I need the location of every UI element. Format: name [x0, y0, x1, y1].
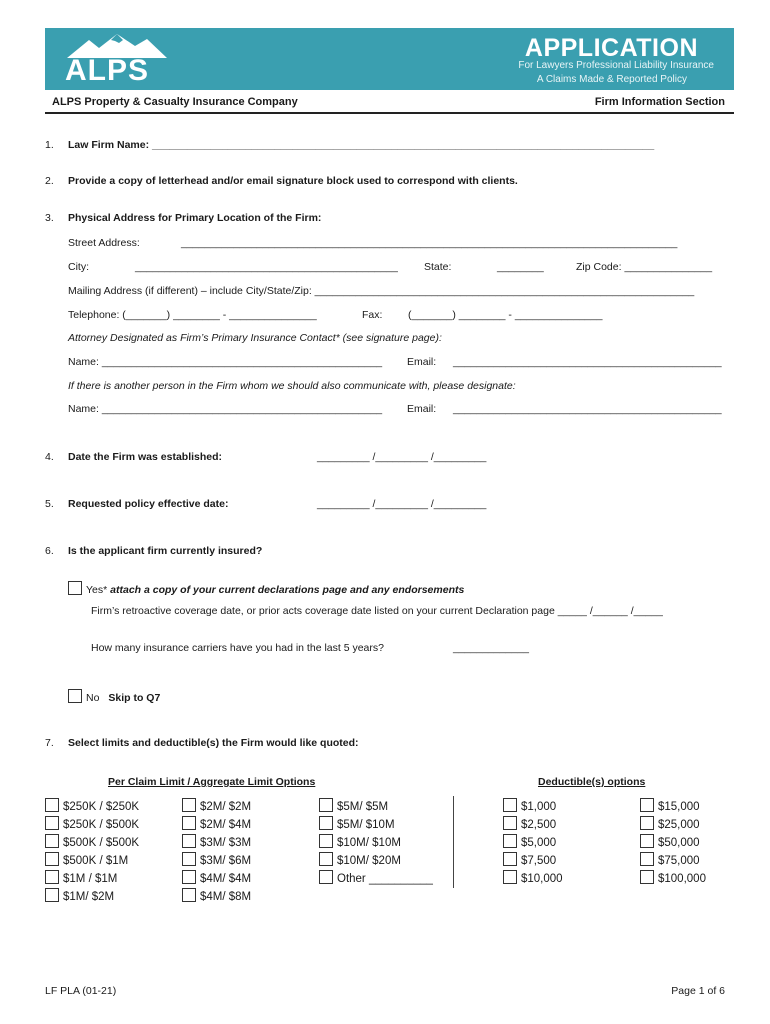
option-row — [319, 852, 401, 867]
q1-number: 1. — [45, 139, 54, 151]
option-label: $5M/ $10M — [337, 819, 395, 831]
option-checkbox[interactable] — [503, 870, 517, 884]
option-label: $2,500 — [521, 819, 557, 831]
application-subtitle-2: A Claims Made & Reported Policy — [536, 74, 687, 85]
options-divider — [453, 796, 454, 888]
page-number: Page 1 of 6 — [671, 985, 725, 997]
established-date-field[interactable]: _________ /_________ /_________ — [317, 451, 487, 463]
option-label: $100,000 — [658, 873, 706, 885]
option-checkbox[interactable] — [182, 816, 196, 830]
option-checkbox[interactable] — [640, 834, 654, 848]
option-checkbox[interactable] — [182, 834, 196, 848]
fax-field[interactable]: (_______) ________ - _______________ — [408, 309, 603, 321]
option-checkbox[interactable] — [640, 870, 654, 884]
option-row — [45, 852, 128, 867]
option-checkbox[interactable] — [182, 798, 196, 812]
option-label: $1M/ $2M — [63, 891, 115, 903]
q4-number: 4. — [45, 451, 54, 463]
option-row — [640, 816, 700, 831]
option-label: $3M/ $3M — [200, 837, 252, 849]
option-row — [182, 870, 251, 885]
q7-number: 7. — [45, 737, 54, 749]
option-checkbox[interactable] — [182, 888, 196, 902]
option-checkbox[interactable] — [503, 798, 517, 812]
form-id: LF PLA (01-21) — [45, 985, 117, 997]
option-checkbox[interactable] — [640, 816, 654, 830]
contact-email-label: Email: — [407, 356, 437, 368]
option-row — [503, 870, 563, 885]
q6-no-row — [68, 689, 160, 704]
option-row — [503, 798, 556, 813]
yes-label: Yes* — [86, 584, 108, 596]
option-label: $25,000 — [658, 819, 700, 831]
option-row — [45, 888, 114, 903]
option-label: $10M/ $20M — [337, 855, 401, 867]
option-row — [319, 816, 395, 831]
option-row — [182, 852, 251, 867]
option-checkbox[interactable] — [319, 798, 333, 812]
retroactive-date-field[interactable]: Firm’s retroactive coverage date, or prior acts coverage date listed on your current Declaration page _____ /______ /_____ — [91, 605, 663, 617]
option-checkbox[interactable] — [319, 834, 333, 848]
attorney-contact-note: Attorney Designated as Firm’s Primary Insurance Contact* (see signature page): — [68, 332, 442, 344]
option-checkbox[interactable] — [45, 816, 59, 830]
option-label: $5,000 — [521, 837, 557, 849]
option-row — [182, 888, 251, 903]
q6-text: Is the applicant firm currently insured? — [68, 545, 263, 557]
q5-text: Requested policy effective date: — [68, 498, 229, 510]
option-row — [182, 816, 251, 831]
state-label: State: — [424, 261, 452, 273]
option-label: $7,500 — [521, 855, 557, 867]
option-row — [503, 816, 556, 831]
telephone-field[interactable]: Telephone: (_______) ________ - _______________ — [68, 309, 317, 321]
option-row — [640, 870, 706, 885]
option-checkbox[interactable] — [182, 852, 196, 866]
option-row — [45, 870, 117, 885]
q6-number: 6. — [45, 545, 54, 557]
other-contact-email-field[interactable]: ______________________________________________ — [453, 403, 722, 415]
law-firm-name-field[interactable]: Law Firm Name: ______________________________________________________________________________________ — [68, 139, 655, 151]
effective-date-field[interactable]: _________ /_________ /_________ — [317, 498, 487, 510]
option-label: Other __________ — [337, 873, 433, 885]
option-checkbox[interactable] — [182, 870, 196, 884]
option-label: $10M/ $10M — [337, 837, 401, 849]
option-row — [45, 834, 139, 849]
header-divider — [45, 112, 734, 114]
option-row — [319, 870, 433, 885]
option-checkbox[interactable] — [319, 852, 333, 866]
option-row — [503, 852, 556, 867]
option-checkbox[interactable] — [45, 870, 59, 884]
q2-text: Provide a copy of letterhead and/or email signature block used to correspond with clients. — [68, 175, 518, 187]
option-checkbox[interactable] — [319, 870, 333, 884]
application-title: APPLICATION — [524, 34, 698, 62]
option-row — [319, 834, 401, 849]
other-contact-note: If there is another person in the Firm whom we should also communicate with, please designate: — [68, 380, 516, 392]
other-contact-email-label: Email: — [407, 403, 437, 415]
option-row — [640, 798, 700, 813]
option-label: $10,000 — [521, 873, 563, 885]
option-label: $5M/ $5M — [337, 801, 389, 813]
option-row — [640, 852, 700, 867]
option-checkbox[interactable] — [503, 834, 517, 848]
option-row — [182, 798, 251, 813]
city-label: City: — [68, 261, 89, 273]
option-checkbox[interactable] — [45, 852, 59, 866]
logo-text: ALPS — [65, 54, 150, 87]
carriers-count-field[interactable]: _____________ — [453, 642, 529, 654]
option-checkbox[interactable] — [640, 798, 654, 812]
mailing-address-field[interactable]: Mailing Address (if different) – include City/State/Zip: _________________________________________________________________ — [68, 285, 695, 297]
other-contact-name-field[interactable]: Name: ________________________________________________ — [68, 403, 383, 415]
carriers-question: How many insurance carriers have you had in the last 5 years? — [91, 642, 384, 654]
yes-checkbox[interactable] — [68, 581, 82, 595]
q6-yes-row — [68, 581, 464, 596]
option-row — [45, 816, 139, 831]
q4-text: Date the Firm was established: — [68, 451, 223, 463]
option-checkbox[interactable] — [503, 816, 517, 830]
contact-name-field[interactable]: Name: ________________________________________________ — [68, 356, 383, 368]
option-label: $75,000 — [658, 855, 700, 867]
option-checkbox[interactable] — [319, 816, 333, 830]
q7-text: Select limits and deductible(s) the Firm would like quoted: — [68, 737, 359, 749]
option-label: $1,000 — [521, 801, 557, 813]
q2-number: 2. — [45, 175, 54, 187]
option-checkbox[interactable] — [503, 852, 517, 866]
option-label: $250K / $500K — [63, 819, 140, 831]
option-label: $3M/ $6M — [200, 855, 252, 867]
contact-email-field[interactable]: ______________________________________________ — [453, 356, 722, 368]
header-banner — [45, 28, 734, 90]
zip-code-field[interactable]: Zip Code: _______________ — [576, 261, 713, 273]
city-field[interactable]: _____________________________________________ — [135, 261, 398, 273]
option-label: $15,000 — [658, 801, 700, 813]
option-label: $500K / $500K — [63, 837, 140, 849]
deductible-heading: Deductible(s) options — [538, 776, 646, 788]
option-label: $50,000 — [658, 837, 700, 849]
street-label: Street Address: — [68, 237, 140, 249]
no-checkbox[interactable] — [68, 689, 82, 703]
yes-note: attach a copy of your current declarations page and any endorsements — [110, 584, 465, 596]
option-label: $250K / $250K — [63, 801, 140, 813]
option-label: $2M/ $2M — [200, 801, 252, 813]
option-checkbox[interactable] — [45, 834, 59, 848]
option-checkbox[interactable] — [640, 852, 654, 866]
option-row — [319, 798, 388, 813]
option-checkbox[interactable] — [45, 798, 59, 812]
limits-heading: Per Claim Limit / Aggregate Limit Options — [108, 776, 316, 788]
option-row — [182, 834, 251, 849]
application-subtitle: For Lawyers Professional Liability Insurance — [518, 60, 714, 71]
fax-label: Fax: — [362, 309, 383, 321]
option-checkbox[interactable] — [45, 888, 59, 902]
no-note: Skip to Q7 — [108, 692, 161, 704]
no-label: No — [86, 692, 100, 704]
option-row — [640, 834, 700, 849]
section-name: Firm Information Section — [594, 96, 725, 108]
q3-number: 3. — [45, 212, 54, 224]
option-label: $4M/ $8M — [200, 891, 252, 903]
option-label: $4M/ $4M — [200, 873, 252, 885]
option-label: $2M/ $4M — [200, 819, 252, 831]
option-row — [45, 798, 139, 813]
option-label: $1M / $1M — [63, 873, 118, 885]
company-name: ALPS Property & Casualty Insurance Company — [52, 96, 298, 108]
option-row — [503, 834, 556, 849]
q3-title: Physical Address for Primary Location of the Firm: — [68, 212, 322, 224]
state-field[interactable]: ________ — [497, 261, 544, 273]
option-label: $500K / $1M — [63, 855, 129, 867]
q5-number: 5. — [45, 498, 54, 510]
street-address-field[interactable]: _____________________________________________________________________________________ — [181, 237, 678, 249]
